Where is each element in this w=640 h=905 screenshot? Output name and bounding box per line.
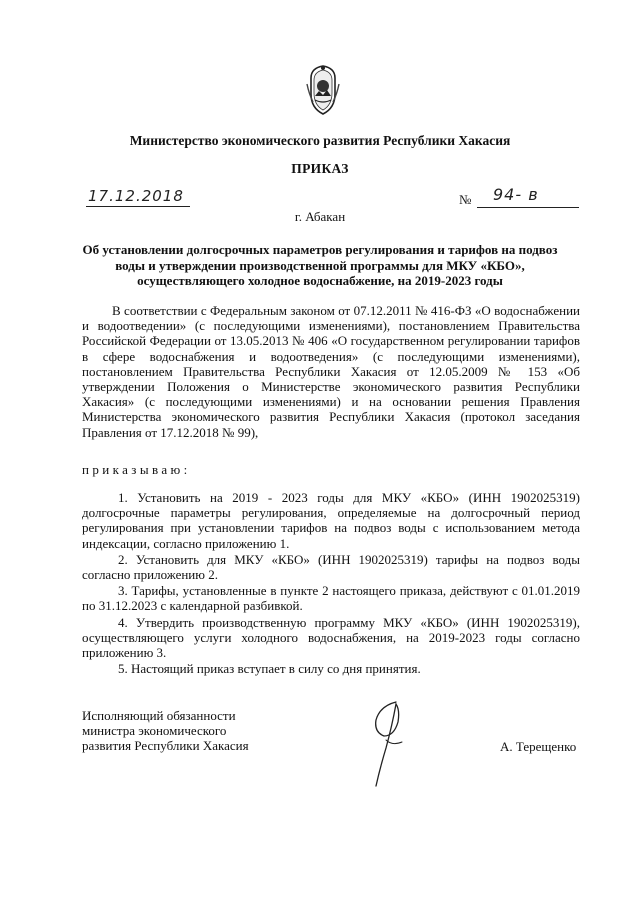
number-label: № [459, 192, 472, 207]
signer-position-line-2: министра экономического [82, 723, 227, 739]
order-item-3: 3. Тарифы, установленные в пункте 2 настоящего приказа, действуют с 01.01.2019 по 31.12.2023 с календарной разбивкой. [82, 583, 580, 614]
signer-position-line-1: Исполняющий обязанности [82, 708, 236, 723]
ministry-name: Министерство экономического развития Республики Хакасия [129, 133, 511, 148]
order-item-1: 1. Установить на 2019 - 2023 годы для МКУ «КБО» (ИНН 1902025319) долгосрочные параметры регулирования, определяемые на долгосрочный период регулирования при установлении тарифов на подвоз воды с использованием метода индексации, согласно приложению 1. [82, 490, 580, 551]
handwritten-signature-icon [362, 696, 414, 792]
order-item-5: 5. Настоящий приказ вступает в силу со дня принятия. [118, 661, 421, 677]
signer-position-line-3: развития Республики Хакасия [82, 738, 249, 754]
handwritten-order-number: 94- в [477, 182, 579, 208]
order-subject-heading: Об установлении долгосрочных параметров регулирования и тарифов на подвоз воды и утверждении производственной программы для МКУ «КБО», осуществляющего холодное водоснабжение, на 2019-2023 годы [82, 242, 558, 288]
coat-of-arms-icon [305, 64, 341, 116]
preamble-paragraph: В соответствии с Федеральным законом от 07.12.2011 № 416-ФЗ «О водоснабжении и водоотведении» (с последующими изменениями), постановлением Правительства Российской Федерации от 13.05.2013 № 406 «О государственном регулировании тарифов в сфере водоснабжения и водоотведения» (с последующими изменениями), постановлением Правительства Республики Хакасия от 12.05.2009 № 153 «Об утверждении Положения о Министерстве экономического развития Республики Хакасия» (с последующими изменениями) и на основании решения Правления Министерства экономического развития Республики Хакасия (протокол заседания Правления от 17.12.2018 № 99), [82, 303, 580, 440]
signer-position [82, 708, 249, 754]
document-type-title: ПРИКАЗ [291, 161, 349, 176]
signer-name: А. Терещенко [500, 739, 577, 754]
order-items-list [82, 490, 580, 677]
handwritten-date: 17.12.2018 [86, 185, 190, 207]
order-item-4: 4. Утвердить производственную программу МКУ «КБО» (ИНН 1902025319), осуществляющего услуги холодного водоснабжения, на 2019-2023 годы согласно приложению 3. [82, 614, 580, 661]
decree-word: приказываю: [82, 462, 191, 477]
order-item-2: 2. Установить для МКУ «КБО» (ИНН 1902025319) тарифы на подвоз воды согласно приложению 2. [82, 551, 580, 583]
city-name: г. Абакан [294, 209, 346, 224]
